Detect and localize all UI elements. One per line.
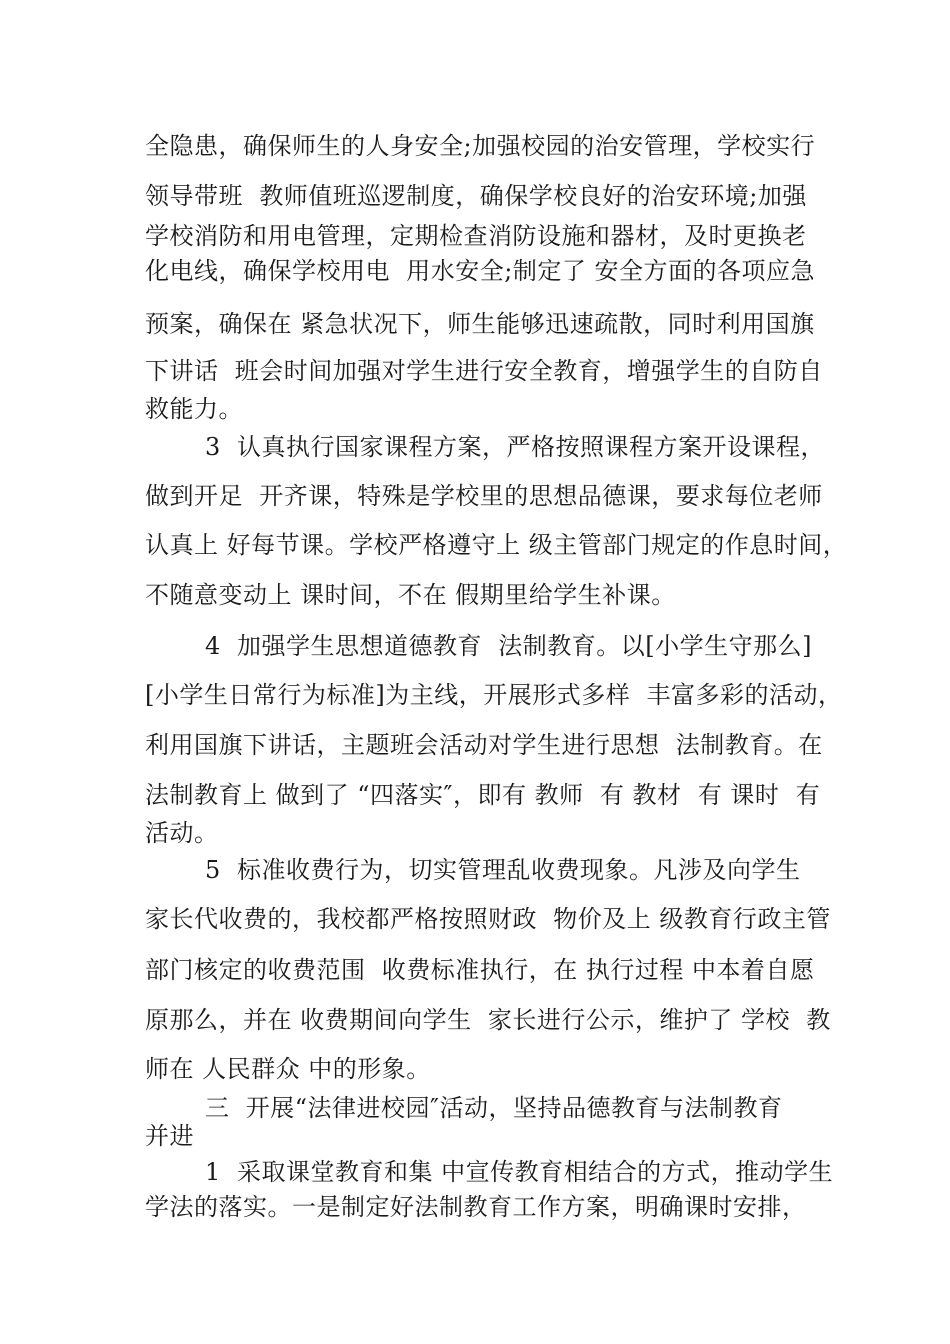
text-line: 不随意变动上 课时间，不在 假期里给学生补课。 xyxy=(145,581,676,609)
section-heading-3: 三 开展“法律进校园″活动，坚持品德教育与法制教育 xyxy=(205,1094,783,1122)
text-line: 认真上 好每节课。学校严格遵守上 级主管部门规定的作息时间， xyxy=(145,531,848,559)
section-heading-3-continued: 并进 xyxy=(145,1122,194,1150)
text-line: 做到开足 开齐课，特殊是学校里的思想品德课，要求每位老师 xyxy=(145,482,823,510)
text-line: 化电线，确保学校用电 用水安全;制定了 安全方面的各项应急 xyxy=(145,257,815,285)
text-line: 领导带班 教师值班巡逻制度，确保学校良好的治安环境;加强 xyxy=(145,182,807,210)
paragraph-3-first-line: 3 认真执行国家课程方案，严格按照课程方案开设课程， xyxy=(205,433,826,461)
text-line: 家长代收费的，我校都严格按照财政 物价及上 级教育行政主管 xyxy=(145,905,831,933)
paragraph-5-first-line: 5 标准收费行为，切实管理乱收费现象。凡涉及向学生 xyxy=(205,856,801,884)
text-line: 原那么，并在 收费期间向学生 家长进行公示，维护了 学校 教 xyxy=(145,1006,831,1034)
paragraph-4-first-line: 4 加强学生思想道德教育 法制教育。以[小学生守那么] xyxy=(205,632,813,660)
text-line: 部门核定的收费范围 收费标准执行，在 执行过程 中本着自愿 xyxy=(145,956,815,984)
text-line: [小学生日常行为标准]为主线，开展形式多样 丰富多彩的活动， xyxy=(145,681,843,709)
text-line: 预案，确保在 紧急状况下，师生能够迅速疏散，同时利用国旗 xyxy=(145,310,815,338)
text-line: 全隐患，确保师生的人身安全;加强校园的治安管理，学校实行 xyxy=(145,132,816,160)
text-line: 救能力。 xyxy=(145,395,243,423)
text-line: 利用国旗下讲话，主题班会活动对学生进行思想 法制教育。在 xyxy=(145,731,823,759)
text-line: 活动。 xyxy=(145,819,219,847)
text-line: 学校消防和用电管理，定期检查消防设施和器材，及时更换老 xyxy=(145,222,807,250)
text-line: 法制教育上 做到了 “四落实″，即有 教师 有 教材 有 课时 有 xyxy=(145,781,821,809)
paragraph-1-first-line: 1 采取课堂教育和集 中宣传教育相结合的方式，推动学生 xyxy=(205,1158,834,1186)
text-line: 师在 人民群众 中的形象。 xyxy=(145,1055,431,1083)
text-line: 学法的落实。一是制定好法制教育工作方案，明确课时安排， xyxy=(145,1193,807,1221)
text-line: 下讲话 班会时间加强对学生进行安全教育，增强学生的自防自 xyxy=(145,357,823,385)
